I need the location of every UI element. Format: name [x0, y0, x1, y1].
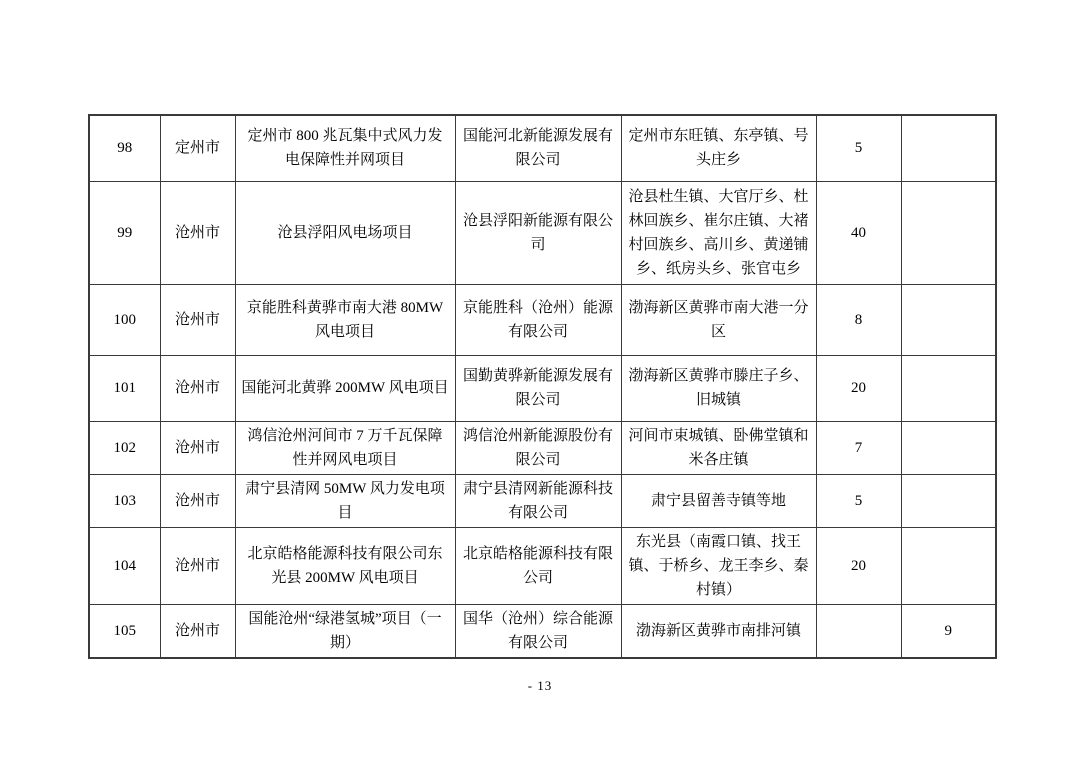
projects-table — [88, 114, 997, 659]
cell-value2 — [901, 181, 996, 284]
cell-value2 — [901, 474, 996, 527]
cell-location: 渤海新区黄骅市滕庄子乡、旧城镇 — [621, 355, 816, 421]
table-row — [89, 604, 996, 658]
table-row — [89, 527, 996, 604]
cell-value2 — [901, 421, 996, 474]
cell-value1: 7 — [816, 421, 901, 474]
cell-company: 国能河北新能源发展有限公司 — [455, 115, 621, 181]
cell-project: 肃宁县清网 50MW 风力发电项目 — [235, 474, 455, 527]
cell-location: 渤海新区黄骅市南排河镇 — [621, 604, 816, 658]
cell-value1: 20 — [816, 355, 901, 421]
cell-seq: 99 — [89, 181, 160, 284]
cell-seq: 103 — [89, 474, 160, 527]
table-row — [89, 474, 996, 527]
cell-city: 沧州市 — [160, 355, 235, 421]
cell-seq: 104 — [89, 527, 160, 604]
cell-project: 国能河北黄骅 200MW 风电项目 — [235, 355, 455, 421]
cell-location: 河间市束城镇、卧佛堂镇和米各庄镇 — [621, 421, 816, 474]
cell-value2: 9 — [901, 604, 996, 658]
cell-city: 沧州市 — [160, 284, 235, 355]
cell-location: 东光县（南霞口镇、找王镇、于桥乡、龙王李乡、秦村镇） — [621, 527, 816, 604]
cell-location: 肃宁县留善寺镇等地 — [621, 474, 816, 527]
cell-company: 肃宁县清网新能源科技有限公司 — [455, 474, 621, 527]
cell-company: 京能胜科（沧州）能源有限公司 — [455, 284, 621, 355]
cell-location: 定州市东旺镇、东亭镇、号头庄乡 — [621, 115, 816, 181]
cell-project: 京能胜科黄骅市南大港 80MW 风电项目 — [235, 284, 455, 355]
cell-location: 沧县杜生镇、大官厅乡、杜林回族乡、崔尔庄镇、大褚村回族乡、高川乡、黄递铺乡、纸房头乡、张官屯乡 — [621, 181, 816, 284]
cell-value1: 20 — [816, 527, 901, 604]
cell-city: 沧州市 — [160, 527, 235, 604]
table-row — [89, 115, 996, 181]
cell-value1: 40 — [816, 181, 901, 284]
table-row — [89, 284, 996, 355]
cell-company: 国华（沧州）综合能源有限公司 — [455, 604, 621, 658]
cell-value1: 5 — [816, 115, 901, 181]
cell-value1: 5 — [816, 474, 901, 527]
cell-company: 北京皓格能源科技有限公司 — [455, 527, 621, 604]
cell-company: 沧县浮阳新能源有限公司 — [455, 181, 621, 284]
cell-value1: 8 — [816, 284, 901, 355]
cell-city: 沧州市 — [160, 474, 235, 527]
cell-city: 沧州市 — [160, 181, 235, 284]
cell-value2 — [901, 527, 996, 604]
cell-value2 — [901, 355, 996, 421]
cell-project: 沧县浮阳风电场项目 — [235, 181, 455, 284]
page-number: - 13 — [527, 678, 553, 693]
cell-value1 — [816, 604, 901, 658]
cell-city: 沧州市 — [160, 604, 235, 658]
cell-city: 沧州市 — [160, 421, 235, 474]
cell-value2 — [901, 115, 996, 181]
cell-seq: 101 — [89, 355, 160, 421]
cell-project: 北京皓格能源科技有限公司东光县 200MW 风电项目 — [235, 527, 455, 604]
cell-company: 鸿信沧州新能源股份有限公司 — [455, 421, 621, 474]
cell-city: 定州市 — [160, 115, 235, 181]
table-row — [89, 181, 996, 284]
cell-seq: 98 — [89, 115, 160, 181]
table-row — [89, 421, 996, 474]
cell-project: 国能沧州“绿港氢城”项目（一期） — [235, 604, 455, 658]
cell-project: 定州市 800 兆瓦集中式风力发电保障性并网项目 — [235, 115, 455, 181]
cell-value2 — [901, 284, 996, 355]
cell-company: 国勤黄骅新能源发展有限公司 — [455, 355, 621, 421]
cell-seq: 105 — [89, 604, 160, 658]
table-row — [89, 355, 996, 421]
cell-seq: 100 — [89, 284, 160, 355]
cell-project: 鸿信沧州河间市 7 万千瓦保障性并网风电项目 — [235, 421, 455, 474]
cell-seq: 102 — [89, 421, 160, 474]
cell-location: 渤海新区黄骅市南大港一分区 — [621, 284, 816, 355]
